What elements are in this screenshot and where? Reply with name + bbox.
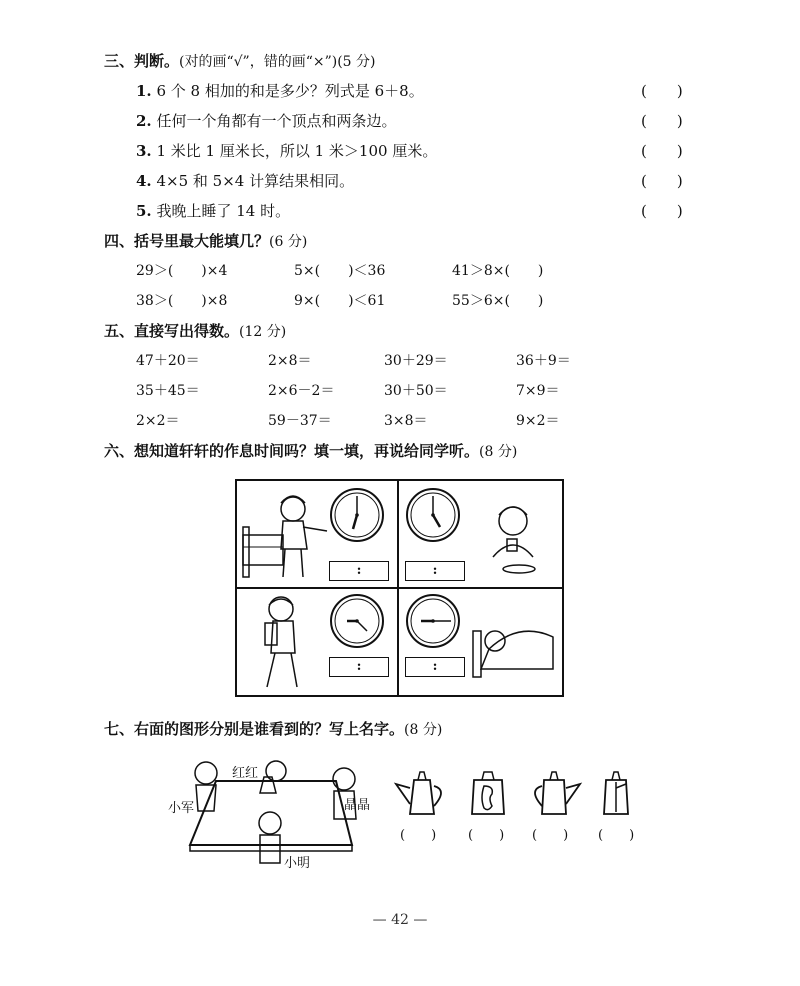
answer-paren[interactable]: ( ) — [400, 828, 437, 843]
teapot-view-2-icon — [462, 766, 514, 822]
clock-icon — [329, 593, 385, 649]
section-3-title: 三、判断。 — [104, 52, 180, 70]
fill-item[interactable]: 41＞8×( ) — [452, 263, 544, 279]
answer-paren[interactable]: ( ) — [468, 828, 505, 843]
calc-item[interactable]: 2×6－2＝ — [268, 383, 335, 399]
answer-paren[interactable]: ( ) — [641, 82, 683, 100]
section-7-heading — [104, 718, 442, 739]
calc-item[interactable]: 3×8＝ — [384, 413, 428, 429]
clock-icon — [329, 487, 385, 543]
name-left: 小军 — [168, 801, 195, 816]
calc-item[interactable]: 30＋29＝ — [384, 353, 448, 369]
clock-icon — [405, 487, 461, 543]
calc-item[interactable]: 59－37＝ — [268, 413, 332, 429]
calc-item[interactable]: 2×2＝ — [136, 413, 180, 429]
calc-item[interactable]: 47＋20＝ — [136, 353, 200, 369]
calc-item[interactable]: 2×8＝ — [268, 353, 312, 369]
answer-paren[interactable]: ( ) — [641, 202, 683, 220]
section-5-score: (12 分) — [239, 324, 287, 340]
section-5-heading — [104, 320, 286, 341]
section-7-score: (8 分) — [404, 722, 443, 738]
judge-item-4: 4. 4×5 和 5×4 计算结果相同。 ( ) — [136, 172, 683, 190]
teapot-view-3-icon — [524, 766, 584, 822]
answer-paren[interactable]: ( ) — [532, 828, 569, 843]
answer-paren[interactable]: ( ) — [641, 172, 683, 190]
boy-sleeping-illustration — [469, 611, 557, 681]
teapot-view-4-icon — [596, 766, 636, 822]
fill-item[interactable]: 29＞( )×4 — [136, 263, 228, 279]
section-3-heading — [104, 50, 376, 71]
name-top: 红红 — [232, 766, 259, 781]
calc-item[interactable]: 30＋50＝ — [384, 383, 448, 399]
section-7-title: 七、右面的图形分别是谁看到的？写上名字。 — [104, 720, 405, 738]
teapot-view-1-icon — [392, 766, 452, 822]
section-4-score: (6 分) — [269, 234, 308, 250]
schedule-panel — [235, 479, 564, 697]
time-box[interactable]: : — [405, 657, 465, 677]
calc-item[interactable]: 9×2＝ — [516, 413, 560, 429]
section-6-score: (8 分) — [479, 444, 518, 460]
name-right: 晶晶 — [344, 798, 371, 813]
boy-eating-illustration — [473, 497, 557, 581]
boy-school-illustration — [245, 593, 317, 691]
answer-paren[interactable]: ( ) — [641, 112, 683, 130]
boy-waking-illustration — [241, 487, 333, 582]
section-6-title: 六、想知道轩轩的作息时间吗？填一填，再说给同学听。 — [104, 442, 480, 460]
fill-item[interactable]: 38＞( )×8 — [136, 293, 228, 309]
section-6-heading — [104, 440, 517, 461]
judge-item-5: 5. 我晚上睡了 14 时。 ( ) — [136, 202, 683, 220]
calc-item[interactable]: 36＋9＝ — [516, 353, 571, 369]
kids-around-table-illustration — [166, 755, 366, 875]
calc-item[interactable]: 7×9＝ — [516, 383, 560, 399]
judge-item-2: 2. 任何一个角都有一个顶点和两条边。 ( ) — [136, 112, 683, 130]
page-number: — 42 — — [372, 912, 428, 928]
section-4-title: 四、括号里最大能填几？ — [104, 232, 270, 250]
answer-paren[interactable]: ( ) — [598, 828, 635, 843]
judge-item-1: 1. 6 个 8 相加的和是多少？列式是 6＋8。 ( ) — [136, 82, 683, 100]
section-3-score: (对的画“√”，错的画“×”)(5 分) — [179, 54, 376, 70]
judge-item-3: 3. 1 米比 1 厘米长，所以 1 米＞100 厘米。 ( ) — [136, 142, 683, 160]
answer-paren[interactable]: ( ) — [641, 142, 683, 160]
time-box[interactable]: : — [329, 657, 389, 677]
fill-item[interactable]: 9×( )＜61 — [294, 293, 386, 309]
name-bottom: 小明 — [284, 856, 311, 871]
fill-item[interactable]: 55＞6×( ) — [452, 293, 544, 309]
section-4-heading — [104, 230, 307, 251]
clock-icon — [405, 593, 461, 649]
time-box[interactable]: : — [405, 561, 465, 581]
section-5-title: 五、直接写出得数。 — [104, 322, 240, 340]
calc-item[interactable]: 35＋45＝ — [136, 383, 200, 399]
divider — [237, 587, 562, 589]
time-box[interactable]: : — [329, 561, 389, 581]
fill-item[interactable]: 5×( )＜36 — [294, 263, 386, 279]
